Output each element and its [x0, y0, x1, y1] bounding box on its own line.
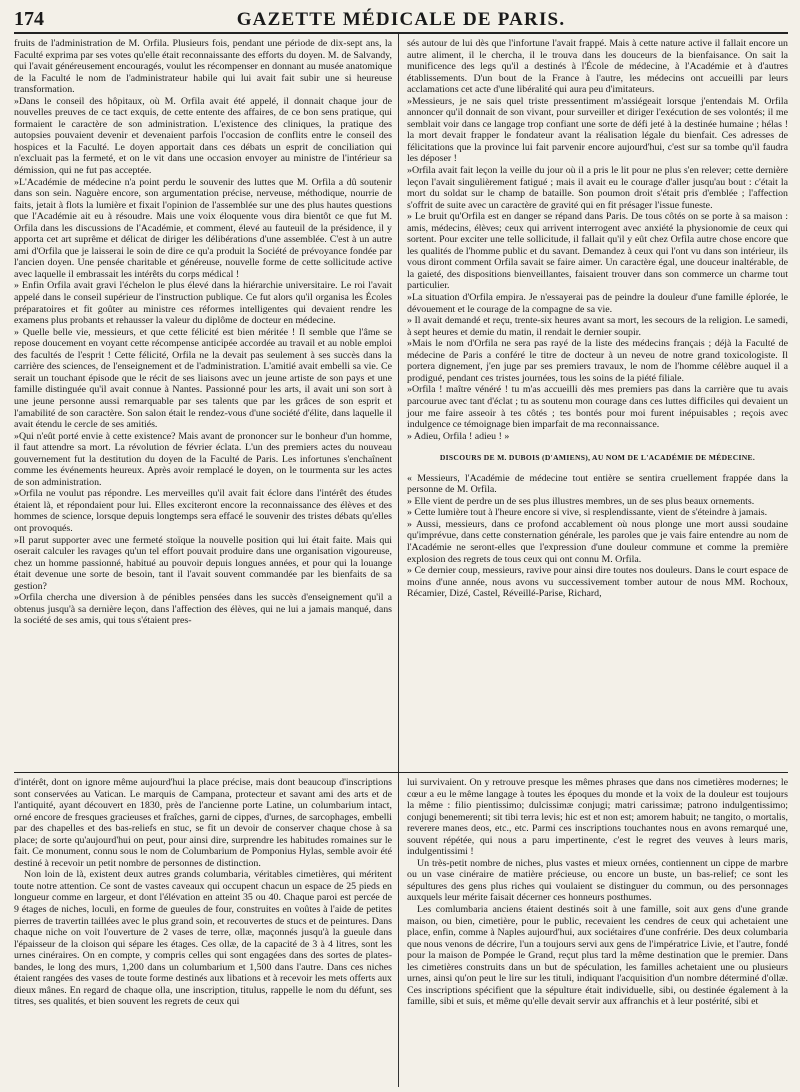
- paragraph: sés autour de lui dès que l'infortune l'avait frappé. Mais à cette nature active il fallait encore un autre aliment, il le chercha, il le trouva dans les douceurs de la bienfaisance. On sait la munificence des legs qu'il a destinés à l'École de médecine, à l'Académie et à d'autres établissements. D'un bout de la France à l'autre, les médecins ont accueilli par leurs acclamations cet acte d'une libéralité qui aura peu d'imitateurs.: [407, 38, 788, 96]
- paragraph: Les comlumbaria anciens étaient destinés soit à une famille, soit aux gens d'une grande maison, ou bien, cimetière, pour le public, recevaient les cendres de ceux qui achetaient une place, enfin, comme à Naples aujourd'hui, aux sociétaires d'une confrérie. Des deux columbaria que nous venons de décrire, l'un a toujours servi aux gens de l'impératrice Livie, et l'autre, fondé pour la maison de Pompée le Grand, reçut plus tard la même destination que le premier. Dans les cimetières construits dans un but de spéculation, les familles achetaient une ou plusieurs urnes, ainsi qu'on peut le lire sur les tituli, indiquant l'acquisition d'un nombre déterminé d'ollæ. Ces inscriptions spécifient que la sépulture était individuelle, sibi, ou destinée également à la famille, sibi et suis, et même qu'elle devait servir aux affranchis et à leur postérité, sibi et: [407, 904, 788, 1008]
- top-section: [14, 34, 788, 773]
- paragraph: » Quelle belle vie, messieurs, et que cette félicité est bien méritée ! Il semble que l'âme se repose doucement en voyant cette récompense anticipée accordée au travail et au noble emploi des facultés de l'esprit ! Cette félicité, Orfila ne la devait pas seulement à ses succès dans la carrière des sciences, de l'enseignement et de l'administration. L'amitié avait embelli sa vie. Ce serait un touchant épisode que le récit de ses liaisons avec un jeune artiste de son pays et une famille distinguée qu'il avait connue à Nantes. Passionné pour les arts, il avait uni son sort à une jeune personne aussi remarquable par ses talents que par les grâces de son esprit et l'amabilité de son caractère. Son salon était le rendez-vous d'une société d'élite, dans laquelle il avait étendu le cercle de ses amitiés.: [14, 326, 392, 431]
- paragraph: » Aussi, messieurs, dans ce profond accablement où nous plonge une mort aussi soudaine qu'imprévue, dans cette consternation générale, les paroles que je vais faire entendre au nom de l'Académie ne seront-elles que l'expression d'une douleur commune et comme la première explosion des regrets de tous ceux qui ont connu M. Orfila.: [407, 518, 788, 565]
- paragraph: »Messieurs, je ne sais quel triste pressentiment m'assiégeait lorsque j'entendais M. Orfila annoncer qu'il donnait de son vivant, pour surveiller et diriger l'exécution de ses volontés; il me semblait voir dans ce langage trop confiant une sorte de défi jeté à la destinée humaine ; hélas ! la mort devait frapper le fondateur avant la réalisation légale du bienfait. Ces adresses de félicitations que la province lui fait parvenir encore aujourd'hui, c'est sur sa tombe qu'il faudra les déposer !: [407, 95, 788, 165]
- paragraph: » Adieu, Orfila ! adieu ! »: [407, 430, 510, 442]
- paragraph: Non loin de là, existent deux autres grands columbaria, véritables cimetières, qui méritent toute notre attention. Ce sont de vastes caveaux qui occupent chacun un espace de 25 pieds en longueur comme en largeur, et dont l'élévation en atteint 35 ou 40. Chaque paroi est percée de 9 étages de niches, loculi, en forme de gueules de four, construites en voûtes à l'aide de petites pierres de travertin taillées avec le plus grand soin, et recouvertes de stucs et de peintures. Dans chaque niche on voit l'ouverture de 2 vases de terre, ollæ, maçonnés jusqu'à la gueule dans l'épaisseur de la cloison qui sépare les étages. Ces ollæ, de la capacité de 3 à 4 litres, sont les urnes cinéraires. On en compte, y compris celles qui sont engagées dans des sortes de plates-bandes, le long des murs, 1,200 dans un columbarium et 1,500 dans l'autre. Dans ces niches étaient rangées des vases de toute forme destinés aux libations et à recevoir les mets offerts aux dieux mânes. En regard de chaque olla, une inscription, titulus, rappelle le nom du défunt, ses titres, ses qualités, et bien souvent les regrets de ceux qui: [14, 869, 392, 1008]
- paragraph: » Le bruit qu'Orfila est en danger se répand dans Paris. De tous côtés on se porte à sa maison : amis, médecins, élèves; ceux qui arrivent interrogent avec anxiété la physionomie de ceux qui sortent. Pour exciter une telle sollicitude, il fallait qu'il y eût chez Orfila autre chose encore que les qualités de l'homme public et du savant. Demandez à ceux qui l'ont vu dans son intérieur, ils vous diront comment Orfila savait se faire aimer. Un caractère égal, une douceur inaltérable, de la gaieté, des dispositions bienveillantes, faisaient trouver dans son commerce un charme tout particulier.: [407, 211, 788, 292]
- top-left-column: [14, 34, 398, 772]
- paragraph: »Mais le nom d'Orfila ne sera pas rayé de la liste des médecins français ; déjà la Faculté de médecine de Paris a conféré le titre de docteur à un neveu de notre grand toxicologiste. Il portera dignement, j'en juge par ses premiers travaux, le nom de l'homme célèbre auquel il a prodigué, pendant ces tristes journées, tous les soins de la piété filiale.: [407, 338, 788, 384]
- bottom-right-column: [398, 773, 788, 1087]
- paragraph: »Orfila chercha une diversion à de pénibles pensées dans les succès d'enseignement qu'il a obtenus jusqu'à sa dernière leçon, dans l'affection des élèves, qui ne lui a jamais manqué, dans la société de ses amis, qui tous s'étaient pres-: [14, 592, 392, 627]
- paragraph: »La situation d'Orfila empira. Je n'essayerai pas de peindre la douleur d'une famille éplorée, le dévouement et le courage de la compagne de sa vie.: [407, 292, 788, 315]
- paragraph: »Orfila ! maître vénéré ! tu m'as accueilli dès mes premiers pas dans la carrière que tu avais parcourue avec tant d'éclat ; tu as soutenu mon courage dans ces luttes difficiles qui devaient un jour me faire asseoir à tes côtés ; tes bontés pour moi furent inépuisables ; reçois avec indulgence ce témoignage bien imparfait de ma reconnaissance.: [407, 384, 788, 431]
- paragraph: »Dans le conseil des hôpitaux, où M. Orfila avait été appelé, il donnait chaque jour de nouvelles preuves de ce tact exquis, de cette entente des affaires, de ce bon sens pratique, qui formaient le caractère de son administration. L'existence des cliniques, la pratique des autopsies pouvaient devenir et devenaient parfois l'occasion de conflits entre le conseil des hospices et la Faculté. Le doyen apportait dans ces débats un esprit de conciliation qui n'excluait pas la fermeté, et on le vit dans une occasion envoyer au ministre de l'intérieur sa démission, qui ne fut pas acceptée.: [14, 95, 392, 177]
- paragraph: « Messieurs, l'Académie de médecine tout entière se sentira cruellement frappée dans la personne de M. Orfila.: [407, 472, 788, 496]
- paragraph: » Enfin Orfila avait gravi l'échelon le plus élevé dans la hiérarchie universitaire. Le roi l'avait appelé dans le conseil supérieur de l'instruction publique. Ce fut alors qu'il organisa les Écoles préparatoires et fit goûter au ministre ces réformes intelligentes qui devaient rendre les examens plus probants et rehausser la valeur du diplôme de docteur en médecine.: [14, 280, 392, 327]
- bottom-section: [14, 773, 788, 1087]
- section-heading: DISCOURS DE M. DUBOIS (D'AMIENS), AU NOM DE L'ACADÉMIE DE MÉDECINE.: [439, 453, 756, 463]
- paragraph: lui survivaient. On y retrouve presque les mêmes phrases que dans nos cimetières modernes; le cœur a eu le même langage à toutes les époques du monde et la voix de la douleur est toujours la même : filio pientissimo; dulcissimæ conjugi; matri carissimæ; patrono indulgentissimo; conjugi benemerenti; sit tibi terra levis; hic est et non est; amorem habuit; ne tangito, o mortalis, reverere manes deos, etc., etc. Parmi ces inscriptions touchantes nous en avons remarqué une, souvent répétée, qui nous a paru impertinente, c'est le regret des veuves à leurs maris, indulgentissimi !: [407, 777, 788, 858]
- paragraph: »Il parut supporter avec une fermeté stoïque la nouvelle position qui lui était faite. Mais qui oserait calculer les ravages qu'un tel effort pouvait produire dans une organisation vigoureuse, chez un homme passionné, habitué au pouvoir depuis longues années, et pour qui la louange était devenue une sorte de besoin, tant il l'avait souvent commandée par les bienfaits de sa gestion?: [14, 534, 392, 592]
- paragraph: fruits de l'administration de M. Orfila. Plusieurs fois, pendant une période de dix-sept ans, la Faculté exprima par ses votes qu'elle était reconnaissante des efforts du doyen. M. de Salvandy, qui l'avait généreusement encouragés, voulut les récompenser en donnant au musée anatomique de la Faculté le nom de l'administrateur habile qui lui avait fait subir une si heureuse transformation.: [14, 38, 392, 96]
- page-header: [14, 8, 788, 34]
- paragraph: » Elle vient de perdre un de ses plus illustres membres, un de ses plus beaux ornements.: [407, 495, 755, 507]
- paragraph: »Orfila avait fait leçon la veille du jour où il a pris le lit pour ne plus s'en relever; cette dernière leçon l'avait singulièrement fatigué ; mais il avait eu le courage d'aller jusqu'au bout : c'était la mort du soldat sur le champ de bataille. Son poumon droit s'était pris d'emblée ; l'affection s'offrit de suite avec un caractère de gravité qui en fit présager l'issue funeste.: [407, 165, 788, 211]
- paragraph: » Cette lumière tout à l'heure encore si vive, si resplendissante, vient de s'éteindre à jamais.: [407, 507, 768, 519]
- paragraph: » Ce dernier coup, messieurs, ravive pour ainsi dire toutes nos douleurs. Dans le court espace de moins d'une année, nous avons vu successivement tomber autour de nous MM. Rochoux, Récamier, Dizé, Castel, Réveillé-Parise, Richard,: [407, 565, 788, 600]
- paragraph: » Il avait demandé et reçu, trente-six heures avant sa mort, les secours de la religion. Le samedi, à sept heures et demie du matin, il rendait le dernier soupir.: [407, 315, 788, 338]
- paragraph: »Qui n'eût porté envie à cette existence? Mais avant de prononcer sur le bonheur d'un homme, il faut attendre sa mort. La révolution de février éclata. L'un des premiers actes du nouveau gouvernement fut la destitution du doyen de la Faculté de Paris. Les infortunes s'enchaînent comme les événements heureux. Après avoir remplacé le doyen, on le tourmenta sur les actes de son administration.: [14, 430, 392, 488]
- paragraph: d'intérêt, dont on ignore même aujourd'hui la place précise, mais dont beaucoup d'inscriptions sont conservées au Vatican. Le marquis de Campana, protecteur et savant ami des arts et de l'antiquité, ayant découvert en 1830, près de l'ancienne porte Latine, un columbarium intact, orné encore de fresques gracieuses et fraîches, garni de cippes, d'urnes, de sarcophages, embelli par des chapelles et des bas-reliefs en stuc, se fit un devoir de conserver chaque chose à sa place; de sorte qu'aujourd'hui on peut, pour ainsi dire, surprendre les habitudes romaines sur le fait. Ce monument, connu sous le nom de Columbarium de Pomponius Hylas, semble avoir été destiné à recevoir un petit nombre de personnes de distinction.: [14, 777, 392, 869]
- paragraph: »L'Académie de médecine n'a point perdu le souvenir des luttes que M. Orfila a dû soutenir dans son sein. Naguère encore, son argumentation précise, nerveuse, méthodique, nourrie de faits, jetait à flots la lumière et fixait l'opinion de l'assemblée sur une des plus hautes questions que l'Académie ait eu à résoudre. Mais une voix éloquente vous dira bientôt ce que fut M. Orfila dans les discussions de l'Académie, et comment, élevé au fauteuil de la présidence, il y apporta cet art suprême et délicat de diriger les délibérations d'une assemblée. C'est à un autre ami d'Orfila que je laisserai le soin de dire ce qu'a produit la Société de prévoyance fondée par l'ancien doyen. Une pensée charitable et généreuse, nouvelle forme de cette sollicitude active avec laquelle il embrassait les intérêts du corps médical !: [14, 176, 392, 280]
- bottom-left-column: [14, 773, 398, 1087]
- paragraph: Un très-petit nombre de niches, plus vastes et mieux ornées, contiennent un cippe de marbre ou un vase cinéraire de matière précieuse, ou encore un buste, un bas-relief; ce sont les sépultures des gens plus riches qui voulaient se distinguer du commun, ou des personnages auxquels leur mérite faisait décerner ces honneurs posthumes.: [407, 857, 788, 904]
- page-number: 174: [14, 8, 44, 30]
- paragraph: »Orfila ne voulut pas répondre. Les merveilles qu'il avait fait éclore dans l'intérêt des études étaient là, et répondaient pour lui. Elles exciteront encore la reconnaissance des élèves et des hommes de science, lorsque depuis longtemps sera effacé le souvenir des tristes débats qu'elles ont provoqués.: [14, 488, 392, 534]
- top-right-column: [398, 34, 788, 772]
- journal-title: GAZETTE MÉDICALE DE PARIS.: [236, 9, 566, 30]
